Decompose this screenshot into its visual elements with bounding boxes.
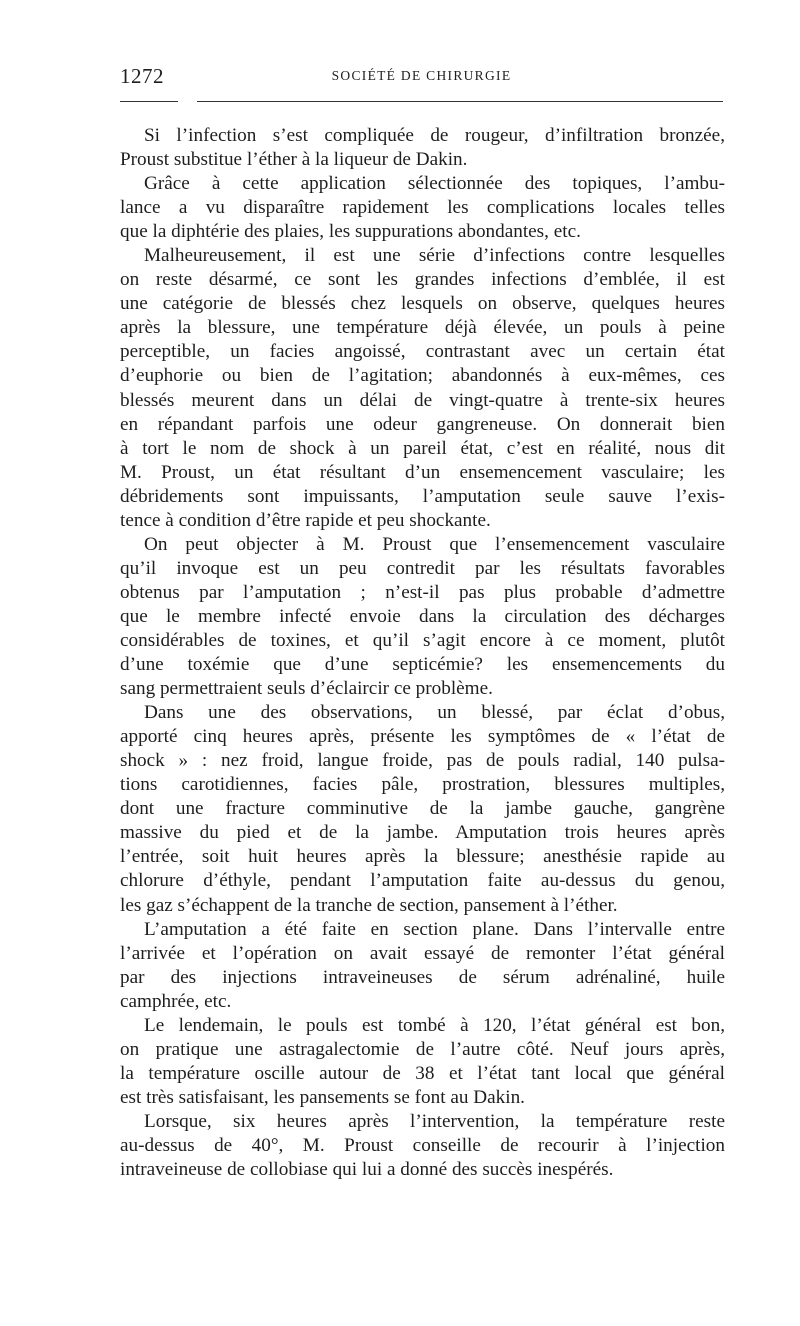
paragraph <box>120 124 725 172</box>
text-line: shock » : nez froid, langue froide, pas de pouls radial, 140 pulsa- <box>120 750 725 772</box>
text-line: d’une toxémie que d’une septicémie? les ensemencements du <box>120 654 725 676</box>
paragraph <box>120 172 725 244</box>
paragraph <box>120 1110 725 1182</box>
text-line: Lorsque, six heures après l’intervention, la température reste <box>144 1110 725 1132</box>
paragraph <box>120 244 725 533</box>
text-line: On peut objecter à M. Proust que l’ensemencement vasculaire <box>144 533 725 555</box>
text-line: tence à condition d’être rapide et peu shockante. <box>120 509 491 531</box>
text-line: Grâce à cette application sélectionnée des topiques, l’ambu- <box>144 173 725 195</box>
text-line: d’euphorie ou bien de l’agitation; abandonnés à eux-mêmes, ces <box>120 365 725 387</box>
text-line: au-dessus de 40°, M. Proust conseille de recourir à l’injection <box>120 1134 725 1156</box>
text-line: Le lendemain, le pouls est tombé à 120, l’état général est bon, <box>144 1014 725 1036</box>
text-line: les gaz s’échappent de la tranche de section, pansement à l’éther. <box>120 894 618 916</box>
text-line: que le membre infecté envoie dans la circulation des décharges <box>120 605 725 627</box>
text-line: qu’il invoque est un peu contredit par les résultats favorables <box>120 557 725 579</box>
text-line: intraveineuse de collobiase qui lui a donné des succès inespérés. <box>120 1159 614 1181</box>
text-line: est très satisfaisant, les pansements se font au Dakin. <box>120 1086 525 1108</box>
running-title: SOCIÉTÉ DE CHIRURGIE <box>331 68 512 83</box>
paragraph <box>120 918 725 1014</box>
text-line: Si l’infection s’est compliquée de rougeur, d’infiltration bronzée, <box>144 125 725 146</box>
text-line: M. Proust, un état résultant d’un ensemencement vasculaire; les <box>120 461 725 483</box>
text-line: en répandant parfois une odeur gangreneuse. On donnerait bien <box>120 413 725 435</box>
text-line: dont une fracture comminutive de la jambe gauche, gangrène <box>120 798 725 820</box>
body-text <box>120 124 725 1182</box>
paragraph <box>120 533 725 701</box>
text-line: par des injections intraveineuses de sérum adrénaliné, huile <box>120 966 725 988</box>
text-line: blessés meurent dans un délai de vingt-quatre à trente-six heures <box>120 389 725 411</box>
text-line: considérables de toxines, et qu’il s’agit encore à ce moment, plutôt <box>120 629 725 651</box>
text-line: tions carotidiennes, facies pâle, prostration, blessures multiples, <box>120 774 725 796</box>
page-header <box>120 60 723 100</box>
page-number: 1272 <box>120 64 164 88</box>
header-rule-right <box>197 101 723 102</box>
header-rule-left <box>120 101 178 102</box>
text-line: on pratique une astragalectomie de l’autre côté. Neuf jours après, <box>120 1038 725 1060</box>
text-line: Proust substitue l’éther à la liqueur de Dakin. <box>120 149 468 171</box>
text-line: Dans une des observations, un blessé, par éclat d’obus, <box>144 702 725 724</box>
paragraph <box>120 1014 725 1110</box>
text-line: camphrée, etc. <box>120 990 232 1012</box>
text-line: massive du pied et de la jambe. Amputation trois heures après <box>120 822 725 844</box>
text-line: lance a vu disparaître rapidement les complications locales telles <box>120 197 725 219</box>
text-line: à tort le nom de shock à un pareil état, c’est en réalité, nous dit <box>120 437 725 459</box>
text-line: L’amputation a été faite en section plane. Dans l’intervalle entre <box>144 918 725 940</box>
text-line: perceptible, un facies angoissé, contrastant avec un certain état <box>120 341 725 363</box>
text-line: chlorure d’éthyle, pendant l’amputation faite au-dessus du genou, <box>120 870 725 892</box>
text-line: débridements sont impuissants, l’amputation seule sauve l’exis- <box>120 485 725 507</box>
text-line: l’arrivée et l’opération on avait essayé de remonter l’état général <box>120 942 725 964</box>
text-line: l’entrée, soit huit heures après la blessure; anesthésie rapide au <box>120 846 725 868</box>
text-line: une catégorie de blessés chez lesquels on observe, quelques heures <box>120 293 725 315</box>
text-line: on reste désarmé, ce sont les grandes infections d’emblée, il est <box>120 269 725 291</box>
text-line: après la blessure, une température déjà élevée, un pouls à peine <box>120 317 725 339</box>
text-line: que la diphtérie des plaies, les suppurations abondantes, etc. <box>120 221 581 243</box>
text-line: apporté cinq heures après, présente les symptômes de « l’état de <box>120 726 725 748</box>
text-line: la température oscille autour de 38 et l’état tant local que général <box>120 1062 725 1084</box>
paragraph <box>120 701 725 917</box>
text-line: sang permettraient seuls d’éclaircir ce problème. <box>120 678 493 700</box>
text-line: obtenus par l’amputation ; n’est-il pas plus probable d’admettre <box>120 581 725 603</box>
text-line: Malheureusement, il est une série d’infections contre lesquelles <box>144 245 725 267</box>
